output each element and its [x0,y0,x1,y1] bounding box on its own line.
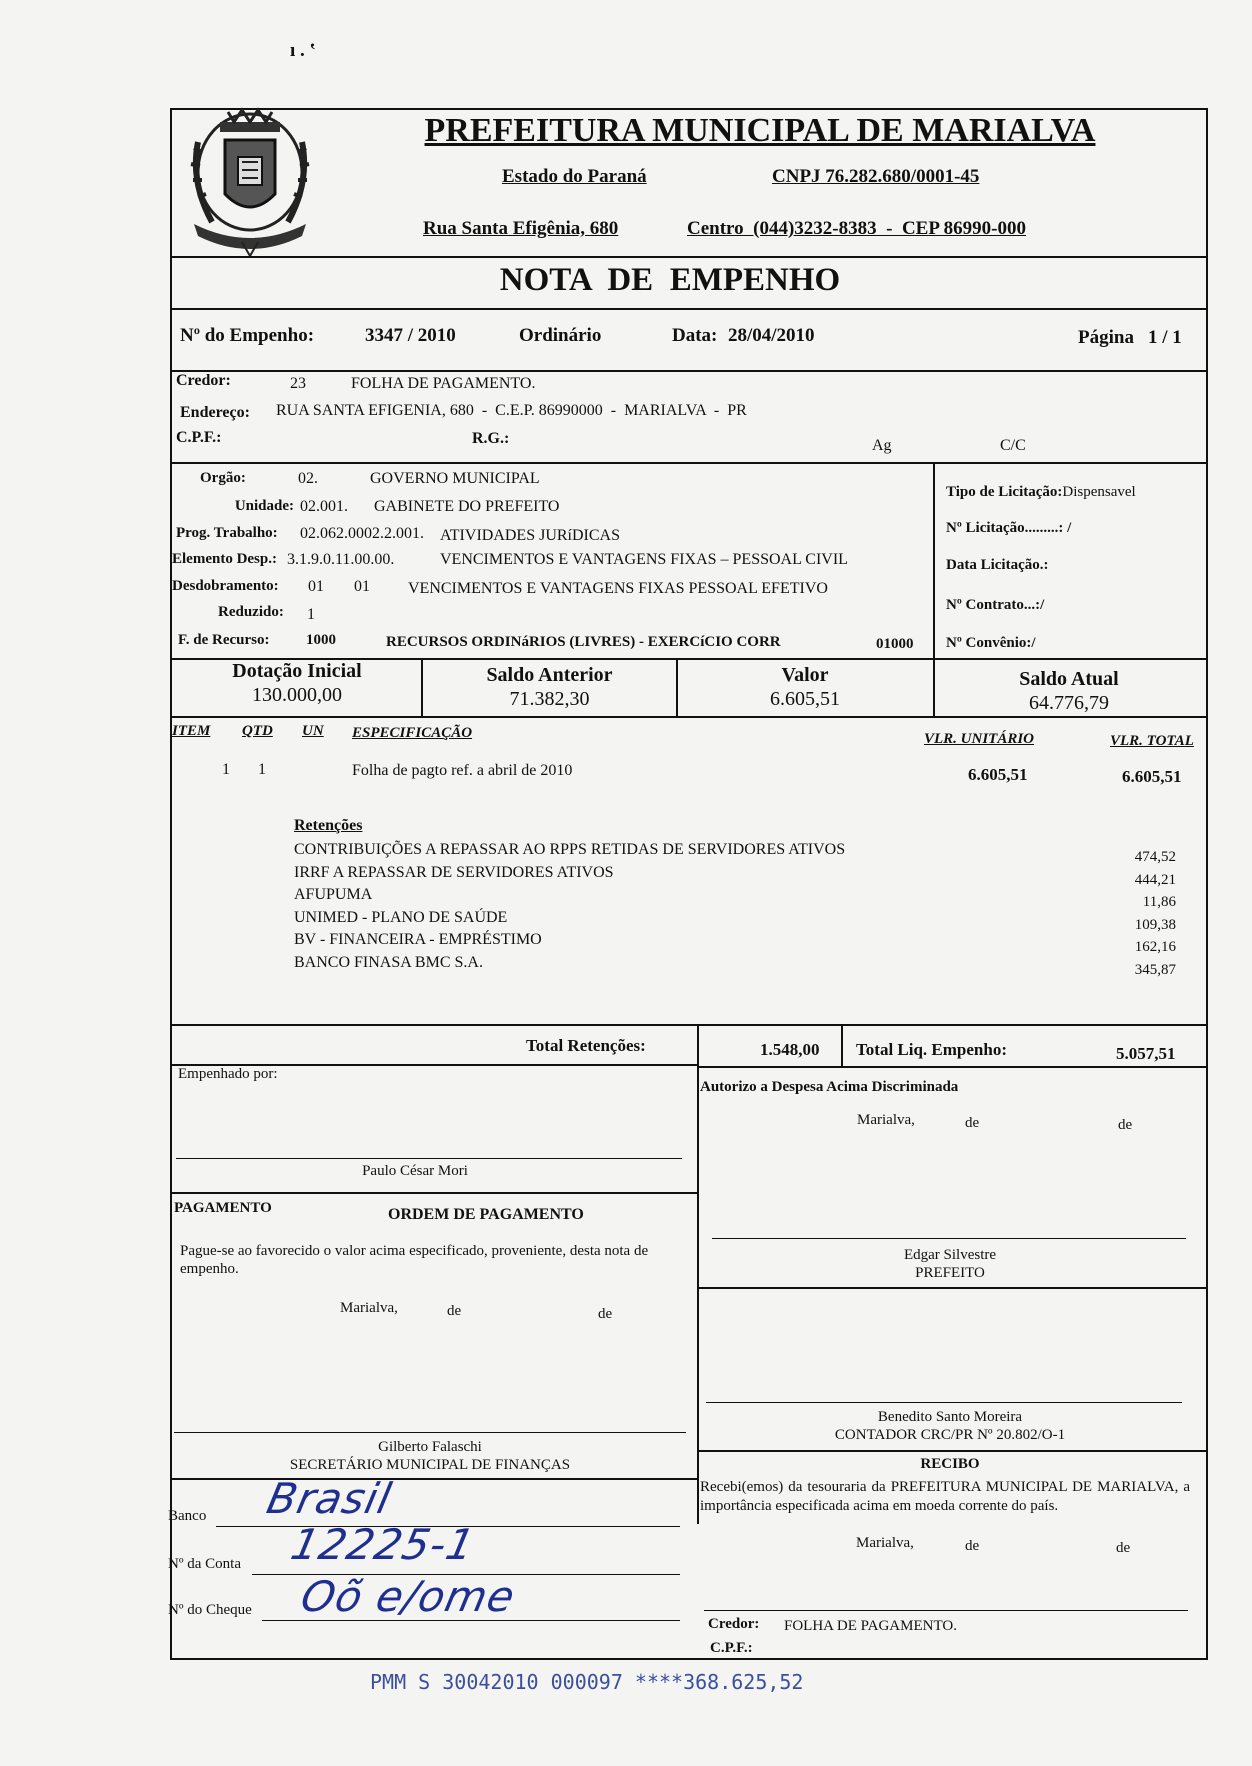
signature-line [706,1402,1182,1403]
item-number: 1 [222,761,230,778]
fonte-recurso-number: 01000 [876,636,914,652]
pague-se-text: Pague-se ao favorecido o valor acima especificado, proveniente, desta nota de empenho. [180,1243,649,1277]
col-qtd: QTD [242,723,273,739]
contador-name: Benedito Santo Moreira [877,1409,1023,1425]
numero-licitacao: Nº Licitação.........: / [946,520,1072,536]
unidade-name: GABINETE DO PREFEITO [374,498,560,515]
banco-handwritten: Brasil [262,1474,397,1523]
pagamento-de-1: de [447,1303,462,1319]
col-un: UN [302,723,324,739]
empenho-date-label: Data: [672,325,718,346]
signature-line [176,1158,682,1159]
page-number: 1 / 1 [1148,327,1182,348]
desdobramento-name: VENCIMENTOS E VANTAGENS FIXAS PESSOAL EFETIVO [408,580,828,597]
secretario-signature [220,1438,640,1474]
saldo-atual-label: Saldo Atual [1019,668,1119,690]
credor-address: RUA SANTA EFIGENIA, 680 - C.E.P. 86990000 - MARIALVA - PR [276,402,747,419]
cnpj-text: CNPJ 76.282.680/0001-45 [772,166,980,187]
empenho-number-label: Nº do Empenho: [180,325,315,346]
agencia-label: Ag [872,437,892,454]
fonte-recurso-code: 1000 [306,632,336,648]
unidade-code: 02.001. [300,498,348,515]
divider [933,462,935,662]
numero-contrato: Nº Contrato...:/ [946,597,1045,613]
contador-role: CONTADOR CRC/PR Nº 20.802/O-1 [834,1427,1066,1443]
recibo-title: RECIBO [920,1456,980,1472]
scan-marks: ı . ‛ [290,40,316,61]
total-liquido-value: 5.057,51 [1116,1044,1176,1063]
prefeito-role: PREFEITO [915,1265,985,1281]
retencao-value: 474,52 [1134,849,1176,865]
signature-line [704,1610,1188,1611]
fonte-recurso-label: F. de Recurso: [178,632,270,648]
retencao-desc: BV - FINANCEIRA - EMPRÉSTIMO [294,931,542,948]
divider [170,716,1206,718]
retencoes-title: Retenções [294,817,363,834]
tipo-licitacao-label: Tipo de Licitação: [946,484,1063,500]
retencoes-list [294,839,845,974]
secretario-role: SECRETÁRIO MUNICIPAL DE FINANÇAS [289,1457,571,1473]
numero-convenio: Nº Convênio:/ [946,635,1036,651]
col-especificacao: ESPECIFICAÇÃO [352,725,473,741]
valor-label: Valor [781,664,829,686]
item-especificacao: Folha de pagto ref. a abril de 2010 [352,762,573,779]
autorizo-de-2: de [1118,1117,1133,1133]
dotacao-inicial-label: Dotação Inicial [232,660,362,682]
desdobramento-a: 01 [308,578,324,595]
prog-trabalho-name: ATIVIDADES JURíDICAS [440,527,621,544]
retencao-value: 162,16 [1134,939,1176,955]
retencoes-values [1080,846,1176,981]
unidade-label: Unidade: [234,498,294,514]
endereco-label: Endereço: [180,404,250,421]
pagamento-label: PAGAMENTO [174,1200,272,1216]
prog-trabalho-label: Prog. Trabalho: [176,525,278,541]
empenho-number: 3347 / 2010 [365,325,456,346]
divider [170,462,1206,464]
ordem-pagamento-label: ORDEM DE PAGAMENTO [388,1206,584,1223]
divider [697,1066,1206,1068]
contador-signature [790,1408,1110,1444]
elemento-label: Elemento Desp.: [172,551,277,567]
secretario-name: Gilberto Falaschi [378,1439,482,1455]
total-liquido-label: Total Liq. Empenho: [856,1040,1007,1059]
recibo-de-2: de [1116,1540,1131,1556]
elemento-code: 3.1.9.0.11.00.00. [287,551,395,568]
prefeito-signature [820,1246,1080,1282]
recibo-de-1: de [965,1538,980,1554]
divider [170,256,1206,258]
retencao-desc: UNIMED - PLANO DE SAÚDE [294,908,508,926]
rg-label: R.G.: [472,430,510,447]
saldo-atual-value: 64.776,79 [1029,692,1109,714]
orgao-code: 02. [298,470,318,487]
retencao-desc: CONTRIBUIÇÕES A REPASSAR AO RPPS RETIDAS DE SERVIDORES ATIVOS [294,841,846,858]
saldo-anterior-label: Saldo Anterior [486,664,613,686]
address-phone-cep: Centro (044)3232-8383 - CEP 86990-000 [687,218,1026,239]
cpf-label: C.P.F.: [176,429,222,446]
desdobramento-b: 01 [354,578,370,595]
pagamento-de-2: de [598,1306,613,1322]
divider [841,1024,843,1066]
divider [170,1478,698,1480]
orgao-name: GOVERNO MUNICIPAL [370,470,540,487]
tipo-licitacao-value: Dispensavel [1062,484,1136,500]
empenho-type: Ordinário [519,325,602,346]
recibo-place: Marialva, [856,1535,914,1551]
retencao-desc: IRRF A REPASSAR DE SERVIDORES ATIVOS [294,863,614,881]
elemento-name: VENCIMENTOS E VANTAGENS FIXAS – PESSOAL CIVIL [440,551,848,568]
item-valor-unitario: 6.605,51 [968,765,1028,784]
divider [697,1024,699,1524]
empenhado-por-name: Paulo César Mori [362,1163,468,1179]
retencao-desc: BANCO FINASA BMC S.A. [294,953,483,971]
doc-title: NOTA DE EMPENHO [499,262,841,298]
prog-trabalho-code: 02.062.0002.2.001. [300,525,424,542]
empenhado-por-label: Empenhado por: [178,1066,278,1082]
divider [697,1287,1206,1289]
valor-value: 6.605,51 [770,688,840,710]
recibo-credor-name: FOLHA DE PAGAMENTO. [784,1618,957,1634]
divider [170,308,1206,310]
cheque-label: Nº do Cheque [168,1602,252,1618]
divider [697,1450,1206,1452]
credor-label: Credor: [176,372,231,389]
item-qtd: 1 [258,761,266,778]
retencao-value: 11,86 [1142,894,1176,910]
reduzido-label: Reduzido: [218,604,284,620]
page-label: Página [1078,327,1134,348]
signature-line [174,1432,686,1433]
prefeito-name: Edgar Silvestre [903,1247,997,1263]
cheque-handwritten: Oõ e/ome [296,1572,520,1621]
banco-label: Banco [168,1508,207,1524]
col-valor-unitario: VLR. UNITÁRIO [924,731,1035,747]
col-valor-total: VLR. TOTAL [1110,733,1194,749]
retencao-value: 109,38 [1134,916,1176,933]
divider [170,1024,1206,1026]
retencao-value: 444,21 [1134,871,1176,888]
retencao-desc: AFUPUMA [294,886,373,903]
address-street: Rua Santa Efigênia, 680 [423,218,619,239]
data-licitacao: Data Licitação.: [946,557,1049,573]
conta-corrente-label: C/C [1000,437,1026,454]
conta-label: Nº da Conta [168,1556,241,1572]
signature-line [712,1238,1186,1239]
credor-name: FOLHA DE PAGAMENTO. [351,375,536,392]
dotacao-inicial-value: 130.000,00 [252,684,342,706]
divider [170,1192,698,1194]
pagamento-place: Marialva, [340,1300,398,1316]
autorizo-de-1: de [965,1115,980,1131]
reduzido-value: 1 [307,606,315,623]
autorizo-place: Marialva, [857,1112,915,1128]
saldo-anterior-value: 71.382,30 [509,688,590,710]
total-retencoes-label: Total Retenções: [526,1036,646,1055]
fonte-recurso-name: RECURSOS ORDINáRIOS (LIVRES) - EXERCíCIO CORR [386,634,781,650]
recibo-cpf-label: C.P.F.: [710,1640,753,1656]
desdobramento-label: Desdobramento: [172,578,279,594]
coat-of-arms-icon [180,102,320,262]
col-item: ITEM [172,723,211,739]
retencao-value: 345,87 [1134,961,1176,978]
orgao-label: Orgão: [200,470,246,486]
divider [170,370,1206,372]
autorizo-label: Autorizo a Despesa Acima Discriminada [700,1079,959,1095]
recibo-text: Recebi(emos) da tesouraria da PREFEITURA MUNICIPAL DE MARIALVA, a importância especificada acima em moeda corrente do país. [700,1479,1190,1514]
item-valor-total: 6.605,51 [1122,767,1182,786]
prefeitura-title: PREFEITURA MUNICIPAL DE MARIALVA [424,112,1096,149]
state-text: Estado do Paraná [502,166,647,187]
credor-code: 23 [290,375,306,392]
total-retencoes-value: 1.548,00 [760,1040,820,1059]
recibo-credor-label: Credor: [708,1616,760,1632]
empenho-date: 28/04/2010 [728,325,815,346]
conta-handwritten: 12225-1 [286,1520,480,1569]
validation-stamp: PMM S 30042010 000097 ****368.625,52 [370,1670,804,1694]
